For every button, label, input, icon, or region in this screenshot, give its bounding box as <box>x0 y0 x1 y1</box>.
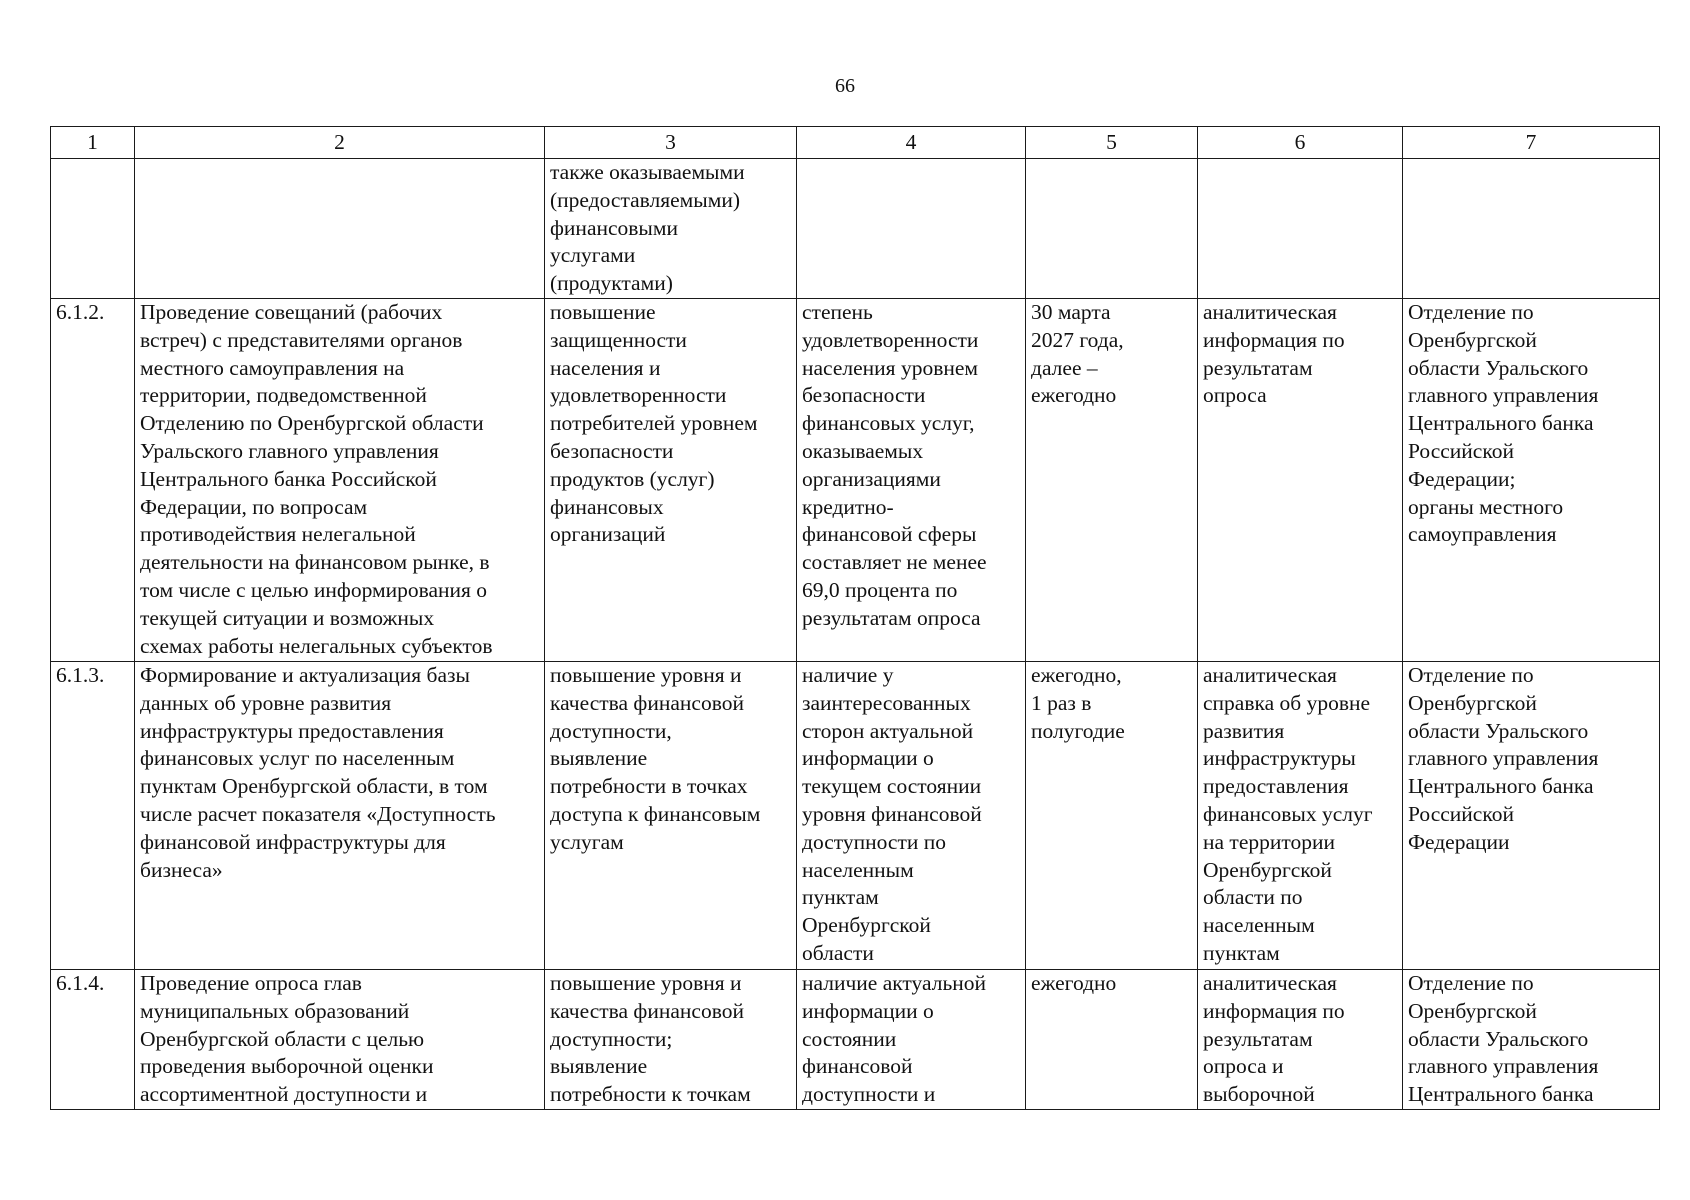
cell-text-line: Отделение по <box>1408 300 1534 324</box>
cell-measure <box>135 159 545 299</box>
cell-text-line: повышение уровня и <box>550 663 742 687</box>
cell-text-line: кредитно- <box>802 494 894 519</box>
cell-text-line: доступности по <box>802 829 947 854</box>
cell-text-line: Центрального банка Российской <box>140 466 437 491</box>
cell-text-line: Российской <box>1408 438 1514 463</box>
cell-text-line: аналитическая <box>1203 663 1337 687</box>
cell-text-line: финансовых услуг по населенным <box>140 746 455 771</box>
cell-text-line: главного управления <box>1408 1054 1599 1079</box>
cell-number <box>51 159 135 299</box>
cell-goal <box>545 662 797 970</box>
cell-text-line: пунктам Оренбургской области, в том <box>140 774 488 799</box>
cell-text-line: Уральского главного управления <box>140 438 439 463</box>
cell-text-line: территории, подведомственной <box>140 383 427 408</box>
cell-text-line: Федерации; <box>1408 466 1516 491</box>
cell-text-line: повышение <box>550 300 656 324</box>
cell-text-line: защищенности <box>550 327 687 352</box>
cell-text-line: Российской <box>1408 801 1514 826</box>
cell-text-line: доступности, <box>550 718 672 743</box>
cell-text-line: Оренбургской области с целью <box>140 1026 425 1051</box>
cell-text-line: (предоставляемыми) <box>550 187 740 212</box>
cell-text-line: населенным <box>1203 913 1315 938</box>
cell-text-line: проведения выборочной оценки <box>140 1054 434 1079</box>
cell-text-line: финансовой инфраструктуры для <box>140 829 446 854</box>
cell-result <box>1198 299 1403 662</box>
cell-text-line: выборочной <box>1203 1082 1315 1107</box>
cell-text-line: местного самоуправления на <box>140 355 405 380</box>
cell-text-line: финансовой <box>802 1054 913 1079</box>
table-row <box>51 970 1660 1110</box>
measures-table <box>50 126 1660 1110</box>
cell-text-line: информации о <box>802 746 934 771</box>
cell-text-line: услугами <box>550 243 636 268</box>
cell-text-line: Оренбургской <box>1408 327 1537 352</box>
column-header-4: 4 <box>797 127 1026 159</box>
cell-text-line: потребности в точках <box>550 774 748 799</box>
cell-text-line: безопасности <box>802 383 926 408</box>
cell-text-line: результатам опроса <box>802 605 981 630</box>
cell-deadline <box>1026 299 1198 662</box>
cell-text-line: 1 раз в <box>1031 690 1092 715</box>
cell-text-line: доступности; <box>550 1026 673 1051</box>
cell-text-line: данных об уровне развития <box>140 690 392 715</box>
cell-text-line: ежегодно <box>1031 971 1117 995</box>
cell-result <box>1198 662 1403 970</box>
cell-number <box>51 299 135 662</box>
cell-text-line: встреч) с представителями органов <box>140 327 463 352</box>
cell-text-line: населения и <box>550 355 661 380</box>
cell-result <box>1198 970 1403 1110</box>
cell-text-line: числе расчет показателя «Доступность <box>140 801 496 826</box>
cell-indicator <box>797 159 1026 299</box>
cell-text-line: Формирование и актуализация базы <box>140 663 470 687</box>
cell-text-line: 6.1.4. <box>56 971 105 995</box>
cell-text-line: 6.1.3. <box>56 663 105 687</box>
table-row <box>51 662 1660 970</box>
cell-text-line: продуктов (услуг) <box>550 466 715 491</box>
cell-text-line: ассортиментной доступности и <box>140 1082 428 1107</box>
cell-text-line: Проведение совещаний (рабочих <box>140 300 443 324</box>
cell-text-line: финансовыми <box>550 215 678 240</box>
cell-measure <box>135 662 545 970</box>
cell-text-line: области Уральского <box>1408 718 1589 743</box>
cell-text-line: бизнеса» <box>140 857 223 882</box>
table-row <box>51 159 1660 299</box>
cell-text-line: 69,0 процента по <box>802 577 958 602</box>
cell-indicator <box>797 662 1026 970</box>
cell-executor <box>1403 299 1660 662</box>
cell-executor <box>1403 159 1660 299</box>
cell-goal <box>545 159 797 299</box>
cell-text-line: самоуправления <box>1408 522 1557 547</box>
cell-text-line: населенным <box>802 857 914 882</box>
cell-text-line: уровня финансовой <box>802 801 982 826</box>
cell-deadline <box>1026 159 1198 299</box>
cell-text-line: Оренбургской <box>802 913 931 938</box>
cell-text-line: области Уральского <box>1408 1026 1589 1051</box>
cell-text-line: информации о <box>802 998 934 1023</box>
cell-text-line: инфраструктуры <box>1203 746 1356 771</box>
cell-text-line: выявление <box>550 746 648 771</box>
cell-text-line: области <box>802 940 874 965</box>
cell-text-line: деятельности на финансовом рынке, в <box>140 550 490 575</box>
cell-text-line: качества финансовой <box>550 998 744 1023</box>
cell-text-line: финансовых услуг, <box>802 411 975 436</box>
cell-text-line: также оказываемыми <box>550 160 745 184</box>
cell-text-line: безопасности <box>550 438 674 463</box>
cell-deadline <box>1026 970 1198 1110</box>
cell-number <box>51 662 135 970</box>
cell-text-line: удовлетворенности <box>802 327 979 352</box>
cell-text-line: текущем состоянии <box>802 774 982 799</box>
cell-text-line: степень <box>802 300 873 324</box>
column-header-6: 6 <box>1198 127 1403 159</box>
cell-text-line: организациями <box>802 466 941 491</box>
cell-indicator <box>797 299 1026 662</box>
cell-executor <box>1403 662 1660 970</box>
cell-text-line: Проведение опроса глав <box>140 971 362 995</box>
cell-text-line: области Уральского <box>1408 355 1589 380</box>
cell-text-line: 2027 года, <box>1031 327 1124 352</box>
cell-text-line: аналитическая <box>1203 300 1337 324</box>
cell-text-line: инфраструктуры предоставления <box>140 718 444 743</box>
cell-text-line: опроса <box>1203 383 1267 408</box>
cell-text-line: Центрального банка <box>1408 1082 1594 1107</box>
cell-text-line: противодействия нелегальной <box>140 522 416 547</box>
cell-deadline <box>1026 662 1198 970</box>
cell-text-line: предоставления <box>1203 774 1349 799</box>
cell-text-line: потребителей уровнем <box>550 411 758 436</box>
cell-text-line: заинтересованных <box>802 690 971 715</box>
cell-text-line: Федерации <box>1408 829 1510 854</box>
table-row <box>51 299 1660 662</box>
cell-goal <box>545 299 797 662</box>
cell-text-line: (продуктами) <box>550 271 673 296</box>
cell-text-line: качества финансовой <box>550 690 744 715</box>
cell-text-line: финансовой сферы <box>802 522 977 547</box>
cell-text-line: выявление <box>550 1054 648 1079</box>
cell-text-line: 6.1.2. <box>56 300 105 324</box>
cell-text-line: справка об уровне <box>1203 690 1371 715</box>
cell-text-line: Оренбургской <box>1203 857 1332 882</box>
cell-text-line: развития <box>1203 718 1285 743</box>
cell-text-line: наличие у <box>802 663 894 687</box>
cell-text-line: оказываемых <box>802 438 924 463</box>
cell-text-line: финансовых услуг <box>1203 801 1373 826</box>
page-number: 66 <box>835 75 855 97</box>
cell-text-line: аналитическая <box>1203 971 1337 995</box>
cell-text-line: том числе с целью информирования о <box>140 577 488 602</box>
cell-text-line: Оренбургской <box>1408 690 1537 715</box>
cell-text-line: Отделение по <box>1408 971 1534 995</box>
cell-text-line: пунктам <box>1203 940 1280 965</box>
cell-measure <box>135 299 545 662</box>
cell-text-line: составляет не менее <box>802 550 987 575</box>
cell-text-line: главного управления <box>1408 746 1599 771</box>
cell-number <box>51 970 135 1110</box>
column-header-1: 1 <box>51 127 135 159</box>
cell-text-line: 30 марта <box>1031 300 1111 324</box>
cell-text-line: Федерации, по вопросам <box>140 494 368 519</box>
cell-text-line: ежегодно, <box>1031 663 1122 687</box>
cell-text-line: опроса и <box>1203 1054 1284 1079</box>
cell-text-line: доступности и <box>802 1082 936 1107</box>
cell-goal <box>545 970 797 1110</box>
cell-text-line: доступа к финансовым <box>550 801 761 826</box>
cell-executor <box>1403 970 1660 1110</box>
column-header-7: 7 <box>1403 127 1660 159</box>
cell-text-line: населения уровнем <box>802 355 978 380</box>
cell-text-line: полугодие <box>1031 718 1125 743</box>
cell-text-line: области по <box>1203 885 1303 910</box>
cell-text-line: результатам <box>1203 355 1313 380</box>
cell-text-line: удовлетворенности <box>550 383 727 408</box>
cell-text-line: результатам <box>1203 1026 1313 1051</box>
cell-text-line: наличие актуальной <box>802 971 987 995</box>
cell-text-line: муниципальных образований <box>140 998 410 1023</box>
cell-text-line: Отделение по <box>1408 663 1534 687</box>
cell-text-line: Оренбургской <box>1408 998 1537 1023</box>
column-header-2: 2 <box>135 127 545 159</box>
cell-text-line: главного управления <box>1408 383 1599 408</box>
cell-text-line: органы местного <box>1408 494 1564 519</box>
cell-text-line: организаций <box>550 522 666 547</box>
column-header-5: 5 <box>1026 127 1198 159</box>
cell-text-line: Центрального банка <box>1408 774 1594 799</box>
cell-text-line: сторон актуальной <box>802 718 974 743</box>
cell-text-line: повышение уровня и <box>550 971 742 995</box>
cell-text-line: информация по <box>1203 998 1345 1023</box>
cell-text-line: ежегодно <box>1031 383 1117 408</box>
cell-text-line: услугам <box>550 829 624 854</box>
cell-indicator <box>797 970 1026 1110</box>
cell-result <box>1198 159 1403 299</box>
cell-text-line: на территории <box>1203 829 1335 854</box>
cell-text-line: Отделению по Оренбургской области <box>140 411 484 436</box>
cell-text-line: схемах работы нелегальных субъектов <box>140 633 493 658</box>
cell-text-line: пунктам <box>802 885 879 910</box>
cell-text-line: текущей ситуации и возможных <box>140 605 435 630</box>
cell-measure <box>135 970 545 1110</box>
cell-text-line: состоянии <box>802 1026 897 1051</box>
column-number-row <box>51 127 1660 159</box>
column-header-3: 3 <box>545 127 797 159</box>
cell-text-line: потребности к точкам <box>550 1082 751 1107</box>
cell-text-line: далее – <box>1031 355 1098 380</box>
cell-text-line: финансовых <box>550 494 664 519</box>
cell-text-line: информация по <box>1203 327 1345 352</box>
cell-text-line: Центрального банка <box>1408 411 1594 436</box>
